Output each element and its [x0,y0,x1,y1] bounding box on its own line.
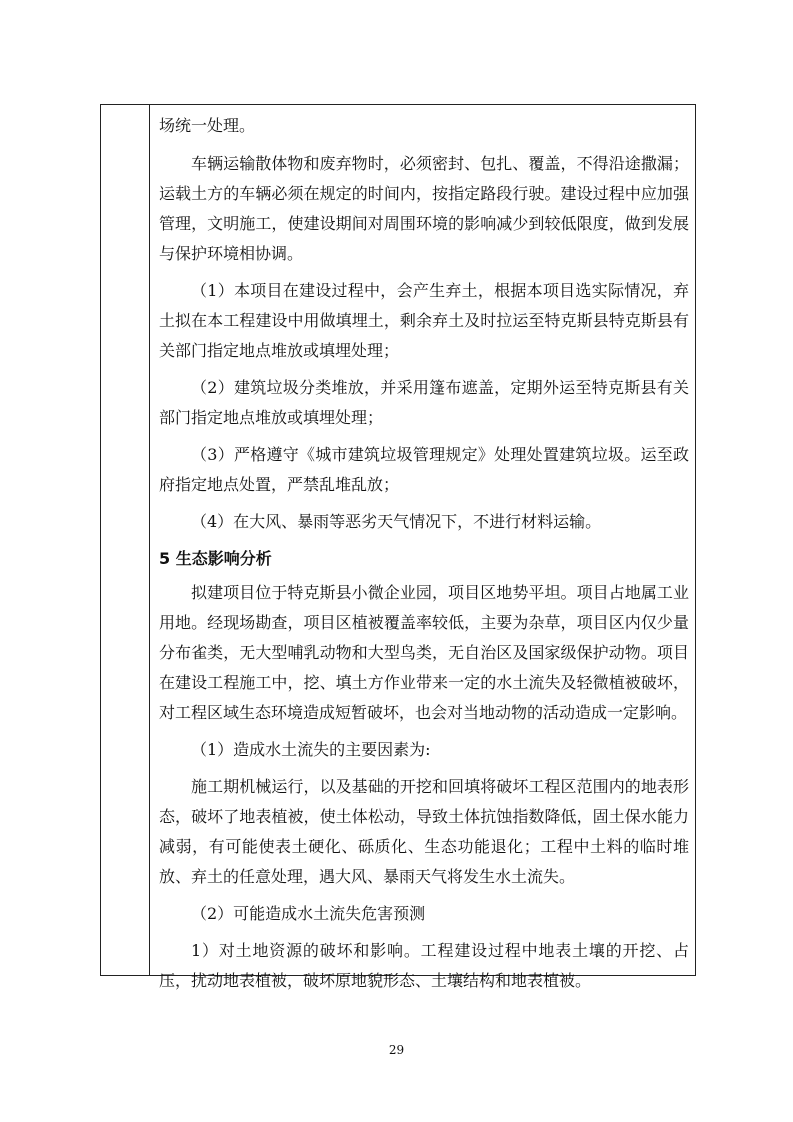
paragraph: （1）本项目在建设过程中，会产生弃土，根据本项目选实际情况，弃土拟在本工程建设中用做填埋土，剩余弃土及时拉运至特克斯县特克斯县有关部门指定地点堆放或填埋处理； [159,281,689,360]
section-heading: 5 生态影响分析 [159,549,272,568]
paragraph: （2）建筑垃圾分类堆放，并采用篷布遮盖，定期外运至特克斯县有关部门指定地点堆放或填埋处理； [159,378,689,427]
paragraph: （1）造成水土流失的主要因素为: [191,740,431,759]
paragraph: （2）可能造成水土流失危害预测 [191,904,426,923]
paragraph: （3）严格遵守《城市建筑垃圾管理规定》处理处置建筑垃圾。运至政府指定地点处置，严禁乱堆乱放； [159,445,689,494]
content-table [100,104,696,990]
paragraph: 场统一处理。 [159,116,256,135]
paragraph: （4）在大风、暴雨等恶劣天气情况下，不进行材料运输。 [191,512,602,531]
paragraph: 1）对土地资源的破坏和影响。工程建设过程中地表土壤的开挖、占压，扰动地表植被，破坏原地貌形态、土壤结构和地表植被。 [159,941,689,990]
paragraph: 拟建项目位于特克斯县小微企业园，项目区地势平坦。项目占地属工业用地。经现场勘查，项目区植被覆盖率较低，主要为杂草，项目区内仅少量分布雀类，无大型哺乳动物和大型鸟类，无自治区及国家级保护动物。项目在建设工程施工中，挖、填土方作业带来一定的水土流失及轻微植被破坏，对工程区域生态环境造成短暂破坏，也会对当地动物的活动造成一定影响。 [159,583,689,722]
page-number: 29 [388,1043,405,1057]
paragraph: 施工期机械运行，以及基础的开挖和回填将破坏工程区范围内的地表形态，破坏了地表植被，使土体松动，导致土体抗蚀指数降低，固土保水能力减弱，有可能使表土硬化、砾质化、生态功能退化；工程中土料的临时堆放、弃土的任意处理，遇大风、暴雨天气将发生水土流失。 [159,777,689,886]
table-content-cell [159,111,689,1003]
paragraph: 车辆运输散体物和废弃物时，必须密封、包扎、覆盖，不得沿途撒漏；运载土方的车辆必须在规定的时间内，按指定路段行驶。建设过程中应加强管理，文明施工，使建设期间对周围环境的影响减少到较低限度，做到发展与保护环境相协调。 [159,154,689,263]
left-column [101,105,150,975]
